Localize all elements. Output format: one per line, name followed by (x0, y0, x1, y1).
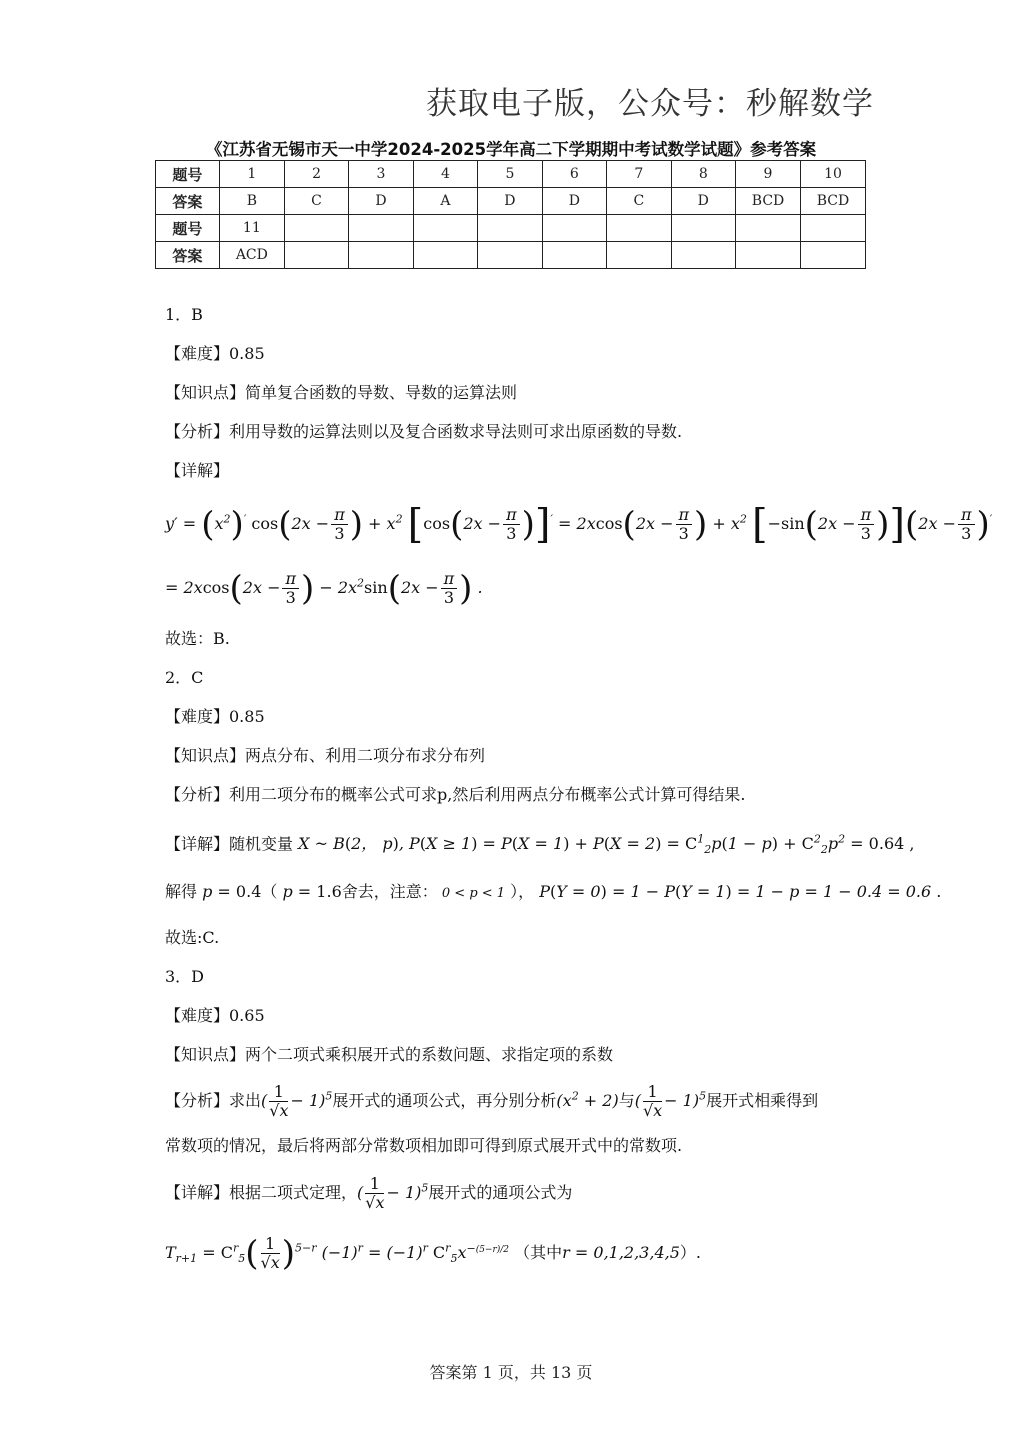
table-cell (478, 242, 542, 269)
table-row (156, 215, 866, 242)
table-cell: 5 (478, 161, 542, 188)
table-cell: D (478, 188, 542, 215)
table-cell: 2 (284, 161, 348, 188)
q2-analysis: 【分析】利用二项分布的概率公式可求p,然后利用两点分布概率公式计算可得结果. (165, 785, 746, 804)
q1-knowledge: 【知识点】简单复合函数的导数、导数的运算法则 (165, 383, 518, 402)
q1-formula-line1: $y' = (x^2)'$ cos(2x − $\frac{\pi}{3}$ ) + $x^2$ [cos(2x − $\frac{\pi}{3}$ )]′ = 2xcos(2x − $\frac{\pi}{3}$ ) + $x^2$ [−sin(2x − $\frac{\pi}{3}$ )](2x − $\frac{\pi}{3}$ )′ (165, 501, 993, 548)
table-cell: A (413, 188, 477, 215)
table-cell: ACD (219, 242, 284, 269)
table-cell (800, 242, 865, 269)
table-cell: 3 (349, 161, 413, 188)
q3-analysis-text: 与 (618, 1091, 635, 1110)
table-cell (413, 242, 477, 269)
row-label-answer: 答案 (156, 242, 220, 269)
table-cell: 11 (219, 215, 284, 242)
table-cell: C (284, 188, 348, 215)
table-cell: 1 (219, 161, 284, 188)
table-cell: BCD (736, 188, 801, 215)
q2-solve-label: 解得 (165, 882, 198, 901)
q2-difficulty: 【难度】0.85 (165, 707, 265, 726)
q3-analysis-text: 【分析】求出 (165, 1091, 262, 1110)
table-row (156, 188, 866, 215)
q3-knowledge: 【知识点】两个二项式乘积展开式的系数问题、求指定项的系数 (165, 1045, 614, 1064)
q3-detail-text: 【详解】根据二项式定理， (165, 1183, 358, 1202)
table-cell (478, 215, 542, 242)
table-cell (671, 242, 735, 269)
table-cell (736, 215, 801, 242)
table-cell (671, 215, 735, 242)
table-cell: 6 (542, 161, 606, 188)
table-cell (284, 242, 348, 269)
table-cell: 4 (413, 161, 477, 188)
q2-solve-note: 舍去，注意： (341, 882, 438, 901)
table-row (156, 242, 866, 269)
q1-analysis: 【分析】利用导数的运算法则以及复合函数求导法则可求出原函数的导数. (165, 422, 683, 441)
q2-detail: 【详解】随机变量 X ~ B(2， p), $P(X \ge 1) = P(X = 1) + P(X = 2) = C^1_2p(1 - p) + C^2_2p^2 = 0.64$ , (165, 833, 915, 857)
q3-analysis-text: 展开式的通项公式，再分别分析 (332, 1091, 557, 1110)
q1-detail-label: 【详解】 (165, 461, 230, 480)
q3-detail-text: 展开式的通项公式为 (428, 1183, 573, 1202)
table-cell: C (607, 188, 671, 215)
q3-term-end: ）. (679, 1243, 701, 1262)
table-cell (736, 242, 801, 269)
q3-heading: 3．D (165, 967, 205, 986)
table-cell: 10 (800, 161, 865, 188)
row-label-number: 题号 (156, 161, 220, 188)
row-label-answer: 答案 (156, 188, 220, 215)
table-cell (607, 242, 671, 269)
table-cell (413, 215, 477, 242)
q3-analysis-line1: 【分析】求出( $\frac{1}{√x}$ − 1)$^5$展开式的通项公式，再分别分析$(x^2 + 2)$与( $\frac{1}{√x}$ − 1)$^5$展开式相乘得到 (165, 1082, 819, 1120)
q1-difficulty: 【难度】0.85 (165, 344, 265, 363)
table-cell: D (671, 188, 735, 215)
page-footer: 答案第 1 页，共 13 页 (429, 1363, 593, 1382)
q2-heading: 2．C (165, 668, 204, 687)
q3-analysis-line2: 常数项的情况，最后将两部分常数项相加即可得到原式展开式中的常数项. (165, 1136, 683, 1155)
table-cell (284, 215, 348, 242)
table-cell: B (219, 188, 284, 215)
q1-heading: 1．B (165, 305, 203, 324)
q1-formula-line2: = 2xcos(2x − $\frac{\pi}{3}$ ) − $2x^2\sin(2x$ − $\frac{\pi}{3}$ ) . (165, 568, 483, 609)
page-title: 《江苏省无锡市天一中学2024-2025学年高二下学期期中考试数学试题》参考答案 (205, 140, 817, 159)
q1-conclusion: 故选：B. (165, 629, 230, 648)
table-cell: BCD (800, 188, 865, 215)
table-cell (800, 215, 865, 242)
q2-knowledge: 【知识点】两点分布、利用二项分布求分布列 (165, 746, 486, 765)
row-label-number: 题号 (156, 215, 220, 242)
table-cell: D (349, 188, 413, 215)
table-cell (607, 215, 671, 242)
q3-analysis-text: 展开式相乘得到 (706, 1091, 819, 1110)
table-cell (542, 242, 606, 269)
table-cell (349, 215, 413, 242)
q2-conclusion: 故选:C. (165, 928, 220, 947)
table-cell: D (542, 188, 606, 215)
q2-detail-label: 【详解】随机变量 (165, 834, 294, 854)
q3-general-term: $T_{r+1} = C^r_5$( $\frac{1}{√x}$ )$^{5-r}$ $(-1)^r = (-1)^r$ $C^r_5x^{-(5-r)/2}$ （其中r = 0,1,2,3,4,5）. (165, 1233, 701, 1274)
table-cell (542, 215, 606, 242)
watermark-text: 获取电子版，公众号：秒解数学 (426, 86, 874, 122)
table-row (156, 161, 866, 188)
q3-difficulty: 【难度】0.65 (165, 1006, 265, 1025)
table-cell (349, 242, 413, 269)
table-cell: 8 (671, 161, 735, 188)
answer-table (155, 160, 866, 269)
q2-solve: 解得 p = 0.4（ p = 1.6舍去，注意： 0 < p < 1 ）， P(Y = 0) = 1 − P(Y = 1) = 1 − p = 1 − 0.4 = 0.6 . (165, 882, 942, 901)
q3-detail: 【详解】根据二项式定理，( $\frac{1}{√x}$ − 1)$^5$展开式的通项公式为 (165, 1174, 573, 1212)
q3-term-note: （其中 (514, 1243, 563, 1262)
table-cell: 9 (736, 161, 801, 188)
table-cell: 7 (607, 161, 671, 188)
